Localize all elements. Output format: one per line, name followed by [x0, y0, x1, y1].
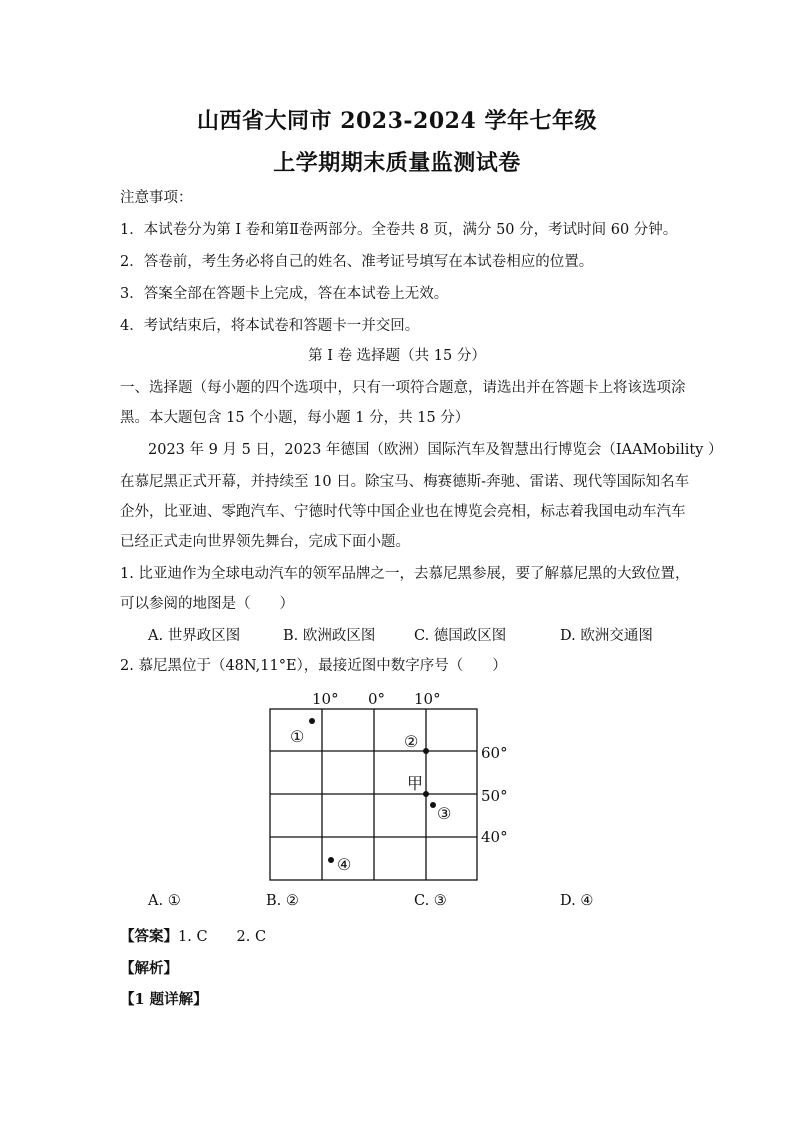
note-item-3: 3．答案全部在答题卡上完成，答在本试卷上无效。	[120, 286, 449, 302]
map-point-jia	[423, 791, 429, 797]
q2-stem: 2. 慕尼黑位于（48N,11°E），最接近图中数字序号（ ）	[120, 658, 507, 674]
map-right-label-2: 50°	[481, 787, 508, 805]
q2-option-a: A. ①	[148, 893, 181, 909]
map-point-3	[430, 802, 436, 808]
map-label-jia: 甲	[407, 774, 424, 793]
map-point-4	[328, 857, 334, 863]
answer-label: 【答案】	[120, 928, 178, 945]
note-item-2: 2．答卷前，考生务必将自己的姓名、准考证号填写在本试卷相应的位置。	[120, 254, 594, 270]
q1-option-c: C. 德国政区图	[414, 628, 507, 644]
map-label-3: ③	[437, 804, 452, 823]
note-item-1: 1．本试卷分为第 I 卷和第Ⅱ卷两部分。全卷共 8 页，满分 50 分，考试时间 60 分钟。	[120, 222, 678, 238]
section-heading: 第 I 卷 选择题（共 15 分）	[308, 348, 486, 364]
map-right-label-1: 60°	[481, 744, 508, 762]
q2-option-b: B. ②	[266, 893, 299, 909]
map-top-label-1: 10°	[312, 690, 339, 708]
answer-line	[120, 925, 266, 946]
answer-text: 1. C 2. C	[178, 929, 267, 945]
analysis-label: 【解析】	[120, 960, 178, 977]
passage-line-1: 2023 年 9 月 5 日，2023 年德国（欧洲）国际汽车及智慧出行博览会（IAAMobility ）	[148, 442, 723, 458]
map-label-2: ②	[404, 732, 419, 751]
passage-line-2: 在慕尼黑正式开幕，并持续至 10 日。除宝马、梅赛德斯-奔驰、雷诺、现代等国际知名车	[120, 474, 690, 490]
q1-option-d: D. 欧洲交通图	[560, 628, 653, 644]
section-instructions-2: 黑。本大题包含 15 个小题，每小题 1 分，共 15 分）	[120, 410, 470, 426]
exam-title-line2: 上学期期末质量监测试卷	[273, 150, 521, 176]
map-point-1	[309, 718, 315, 724]
passage-line-4: 已经正式走向世界领先舞台，完成下面小题。	[120, 534, 410, 550]
map-right-label-3: 40°	[481, 828, 508, 846]
q2-option-c: C. ③	[414, 893, 447, 909]
passage-line-3: 企外，比亚迪、零跑汽车、宁德时代等中国企业也在博览会亮相，标志着我国电动车汽车	[120, 504, 686, 520]
q1-option-b: B. 欧洲政区图	[283, 628, 376, 644]
map-point-2	[423, 748, 429, 754]
q1-option-a: A. 世界政区图	[148, 628, 241, 644]
map-label-1: ①	[290, 727, 305, 746]
q1-stem-line-1: 1. 比亚迪作为全球电动汽车的领军品牌之一，去慕尼黑参展，要了解慕尼黑的大致位置，	[120, 566, 690, 582]
exam-title-line1: 山西省大同市 2023-2024 学年七年级	[197, 108, 597, 134]
notes-heading: 注意事项：	[120, 190, 193, 206]
q2-option-d: D. ④	[560, 893, 594, 909]
q1-stem-line-2: 可以参阅的地图是（ ）	[120, 596, 294, 612]
note-item-4: 4．考试结束后，将本试卷和答题卡一并交回。	[120, 318, 420, 334]
section-instructions-1: 一、选择题（每小题的四个选项中，只有一项符合题意，请选出并在答题卡上将该选项涂	[120, 380, 686, 396]
map-top-label-3: 10°	[414, 690, 441, 708]
map-top-label-2: 0°	[368, 690, 386, 708]
detail-label: 【1 题详解】	[120, 991, 208, 1008]
map-label-4: ④	[337, 855, 352, 874]
